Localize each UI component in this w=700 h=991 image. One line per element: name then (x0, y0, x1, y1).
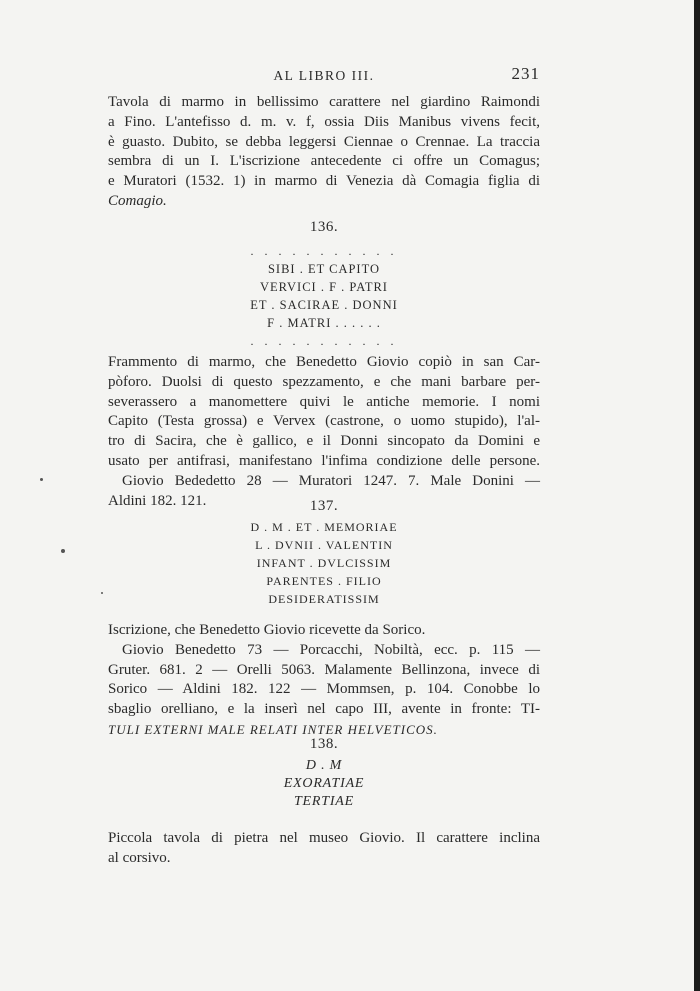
inscription-line: D . M (305, 758, 343, 773)
inscription-line: TERTIAE (293, 794, 355, 809)
text-line: Capito (Testa grossa) e Vervex (castrone, o uomo stupido), l'al- (108, 413, 540, 430)
text-line: usato per antifrasi, manifestano l'infima condizione delle persone. (108, 452, 540, 469)
text-line: Aldini 182. 121. (108, 492, 207, 509)
paragraph-sorico (108, 621, 540, 740)
inscription-line: L . DVNII . VALENTIN (255, 538, 393, 552)
paper-speck (40, 478, 43, 481)
inscription-line: F . MATRI . . . . . . (267, 316, 381, 330)
page-edge-shadow (694, 0, 700, 991)
paragraph-piccola-tavola (108, 829, 540, 869)
inscription-line: PARENTES . FILIO (266, 574, 382, 588)
inscription-line: EXORATIAE (283, 776, 365, 791)
paragraph-raimondi (108, 93, 540, 212)
inscription-line: VERVICI . F . PATRI (260, 280, 388, 294)
text-line: sbaglio orelliano, e la inserì nel capo III, avente in fronte: TI- (108, 701, 540, 718)
inscription-line: ET . SACIRAE . DONNI (250, 298, 398, 312)
paper-speck (101, 592, 103, 594)
text-line: sembra di un I. L'iscrizione antecedente ci offre un Comagus; (108, 153, 540, 170)
inscription-line: . . . . . . . . . . . (250, 244, 398, 258)
text-line: Iscrizione, che Benedetto Giovio ricevette da Sorico. (108, 622, 426, 638)
inscription-number-137: 137. (309, 498, 339, 514)
inscription-number-136: 136. (309, 219, 339, 235)
text-line: e Muratori (1532. 1) in marmo di Venezia dà Comagia figlia di (108, 173, 540, 190)
text-line: Frammento di marmo, che Benedetto Giovio copiò in san Car- (108, 354, 540, 370)
text-line: al corsivo. (108, 849, 171, 866)
text-line: tro di Sacira, che è gallico, e il Donni sincopato da Domini e (108, 433, 540, 450)
paragraph-frammento (108, 353, 540, 511)
text-line: è guasto. Dubito, se debba leggersi Ciennae o Crennae. La traccia (108, 133, 540, 150)
text-line: Giovio Benedetto 73 — Porcacchi, Nobiltà, ecc. p. 115 — (122, 641, 540, 658)
page-number: 231 (511, 64, 540, 83)
inscription-line: DESIDERATISSIM (268, 592, 380, 606)
paper-speck (61, 549, 65, 553)
text-line: Piccola tavola di pietra nel museo Giovio. Il carattere inclina (108, 830, 540, 846)
text-line: pòforo. Duolsi di questo spezzamento, e che mani barbare per- (108, 373, 540, 390)
text-line: a Fino. L'antefisso d. m. v. f, ossia Diis Manibus vivens fecit, (108, 113, 540, 130)
inscription-line: D . M . ET . MEMORIAE (250, 520, 398, 534)
text-line: Comagio. (108, 192, 167, 209)
text-line: TULI EXTERNI MALE RELATI INTER HELVETICOS. (108, 721, 438, 737)
inscription-line: SIBI . ET CAPITO (267, 262, 381, 276)
text-line: Gruter. 681. 2 — Orelli 5063. Malamente Bellinzona, invece di (108, 661, 540, 678)
text-line: Giovio Bededetto 28 — Muratori 1247. 7. Male Donini — (122, 472, 540, 489)
text-line: severassero a manomettere quivi le antiche memorie. I nomi (108, 393, 540, 410)
text-line: Tavola di marmo in bellissimo carattere nel giardino Raimondi (108, 94, 540, 110)
inscription-136 (108, 242, 540, 350)
inscription-line: INFANT . DVLCISSIM (256, 556, 392, 570)
text-line: Sorico — Aldini 182. 122 — Mommsen, p. 104. Conobbe lo (108, 681, 540, 698)
inscription-138 (108, 757, 540, 811)
inscription-number-138: 138. (309, 736, 339, 752)
running-title: AL LIBRO III. (273, 68, 375, 83)
inscription-line: . . . . . . . . . . . (250, 334, 398, 348)
inscription-137 (108, 518, 540, 608)
